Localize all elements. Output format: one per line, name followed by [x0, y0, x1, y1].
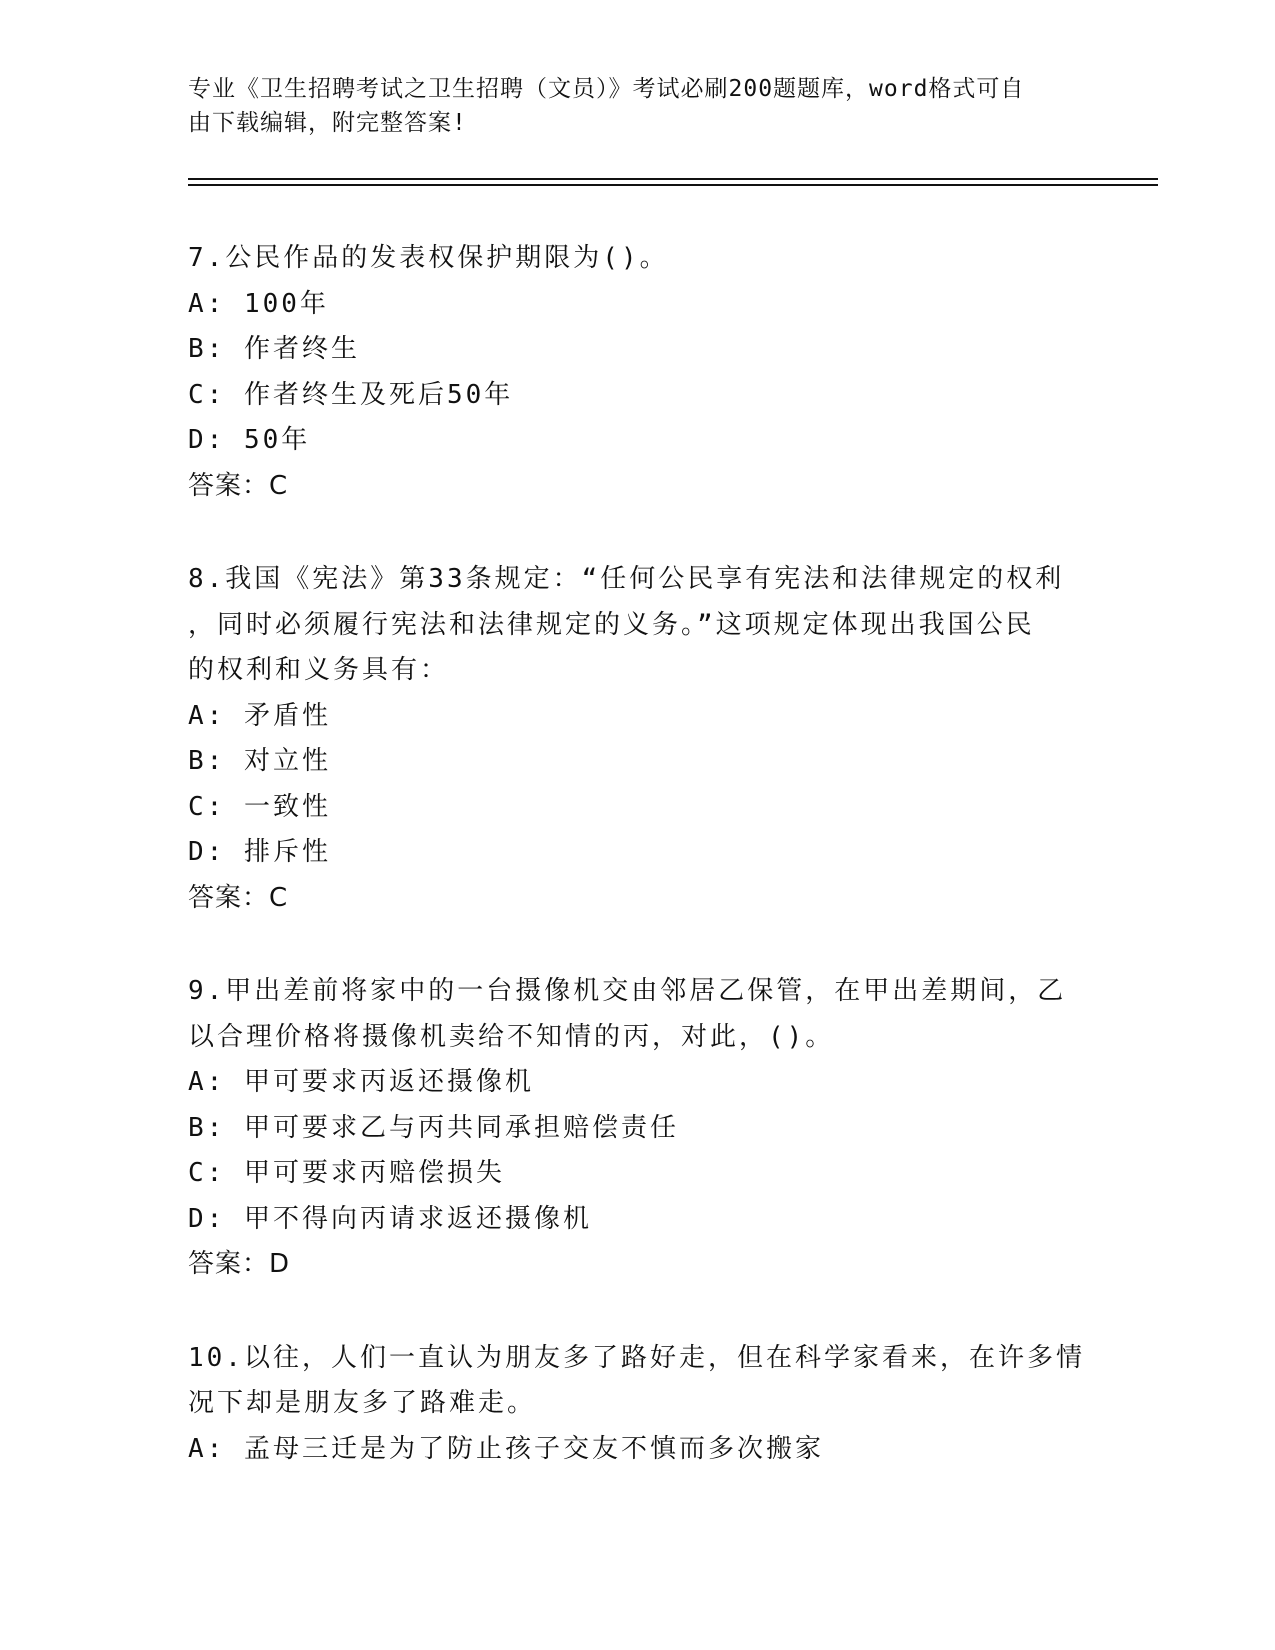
option-a: A: 100年	[188, 288, 329, 319]
header-line-1: 专业《卫生招聘考试之卫生招聘（文员）》考试必刷200题题库，word格式可自	[188, 76, 1025, 102]
question-stem: 8.我国《宪法》第33条规定：“任何公民享有宪法和法律规定的权利	[188, 564, 1065, 594]
question-stem: 况下却是朋友多了路难走。	[188, 1388, 537, 1418]
option-c: C: 甲可要求丙赔偿损失	[188, 1158, 505, 1188]
question-block	[188, 969, 1088, 1288]
question-block	[188, 1336, 1088, 1473]
option-a: A: 孟母三迁是为了防止孩子交友不慎而多次搬家	[188, 1433, 824, 1464]
option-b: B: 对立性	[188, 746, 331, 776]
option-b: B: 作者终生	[188, 334, 360, 364]
question-stem: 以合理价格将摄像机卖给不知情的丙，对此，()。	[188, 1021, 835, 1052]
question-block	[188, 236, 1088, 509]
question-stem: 9.甲出差前将家中的一台摄像机交由邻居乙保管，在甲出差期间，乙	[188, 976, 1067, 1006]
question-block	[188, 557, 1088, 921]
question-stem: ，同时必须履行宪法和法律规定的义务。”这项规定体现出我国公民	[188, 609, 1035, 640]
option-b: B: 甲可要求乙与丙共同承担赔偿责任	[188, 1112, 679, 1143]
answer-line: 答案：D	[188, 1249, 291, 1279]
question-list	[188, 236, 1088, 1520]
option-d: D: 甲不得向丙请求返还摄像机	[188, 1203, 592, 1234]
option-d: D: 排斥性	[188, 837, 331, 867]
document-header	[188, 72, 1068, 140]
option-c: C: 一致性	[188, 791, 331, 822]
question-stem: 7.公民作品的发表权保护期限为()。	[188, 243, 669, 273]
header-divider-bottom	[188, 184, 1158, 186]
option-a: A: 甲可要求丙返还摄像机	[188, 1067, 534, 1097]
question-stem: 的权利和义务具有：	[188, 655, 450, 685]
option-d: D: 50年	[188, 425, 311, 455]
question-stem: 10.以往，人们一直认为朋友多了路好走，但在科学家看来，在许多情	[188, 1342, 1085, 1373]
option-c: C: 作者终生及死后50年	[188, 379, 514, 410]
answer-line: 答案：C	[188, 882, 289, 913]
answer-line: 答案：C	[188, 470, 289, 501]
header-divider-top	[188, 178, 1158, 180]
header-line-2: 由下载编辑，附完整答案!	[188, 110, 467, 136]
option-a: A: 矛盾性	[188, 700, 331, 731]
